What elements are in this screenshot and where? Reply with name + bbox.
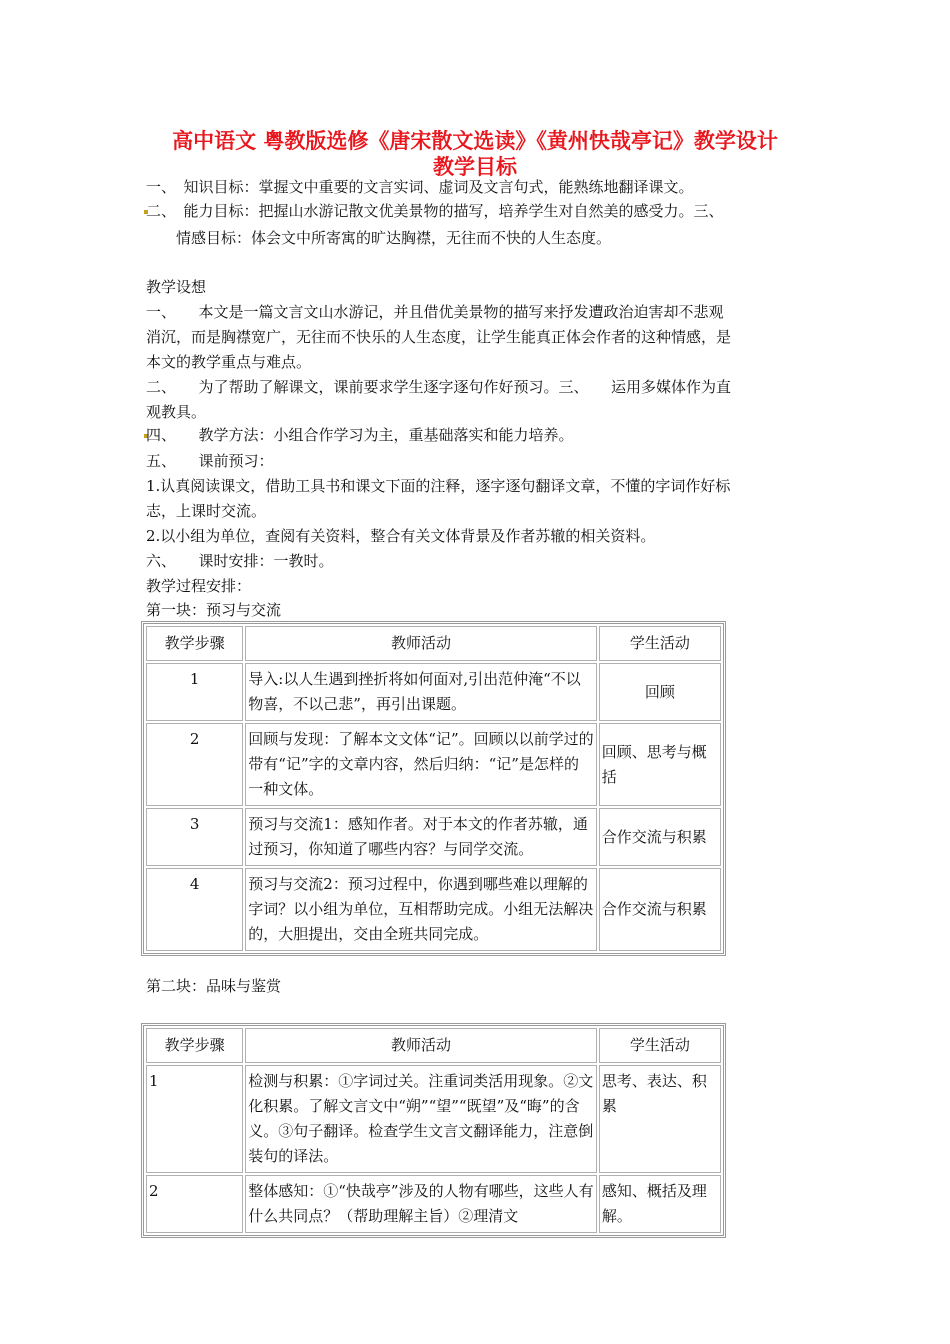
document-title: 高中语文 粤教版选修《唐宋散文选读》《黄州快哉亭记》教学设计 bbox=[172, 129, 778, 153]
design-line: 二、 为了帮助了解课文，课前要求学生逐字逐句作好预习。三、 运用多媒体作为直 bbox=[146, 378, 732, 396]
table-appreciation bbox=[141, 1023, 726, 1238]
table-header-row bbox=[146, 1028, 721, 1063]
teacher-cell: 回顾与发现：了解本文文体“记”。回顾以以前学过的带有“记”字的文章内容，然后归纳：“记”是怎样的一种文体。 bbox=[245, 723, 597, 806]
teacher-cell: 导入:以人生遇到挫折将如何面对,引出范仲淹“不以物喜，不以己悲”，再引出课题。 bbox=[245, 663, 597, 721]
table-preview-exchange bbox=[141, 621, 726, 956]
design-line: 志，上课时交流。 bbox=[146, 502, 267, 520]
header-student: 学生活动 bbox=[599, 626, 721, 661]
design-line: 一、 本文是一篇文言文山水游记，并且借优美景物的描写来抒发遭政治迫害却不悲观 bbox=[146, 303, 724, 321]
table-header-row bbox=[146, 626, 721, 661]
table-row bbox=[146, 868, 721, 951]
goal-ability: 二、 能力目标：把握山水游记散文优美景物的描写，培养学生对自然美的感受力。三、 bbox=[146, 202, 724, 220]
teacher-cell: 预习与交流2：预习过程中，你遇到哪些难以理解的字词？以小组为单位，互相帮助完成。小组无法解决的，大胆提出，交由全班共同完成。 bbox=[245, 868, 597, 951]
teacher-cell: 检测与积累：①字词过关。注重词类活用现象。②文化积累。了解文言文中“朔”“望”“既望”及“晦”的含义。③句子翻译。检查学生文言文翻译能力，注意倒装句的译法。 bbox=[245, 1065, 597, 1173]
table-row bbox=[146, 663, 721, 721]
section2-heading: 第二块：品味与鉴赏 bbox=[146, 977, 282, 995]
step-cell: 1 bbox=[146, 1065, 243, 1173]
teacher-cell: 整体感知：①“快哉亭”涉及的人物有哪些，这些人有什么共同点？（帮助理解主旨）②理清文 bbox=[245, 1175, 597, 1233]
student-cell: 合作交流与积累 bbox=[599, 868, 721, 951]
goal-emotion: 情感目标：体会文中所寄寓的旷达胸襟，无往而不快的人生态度。 bbox=[146, 229, 612, 247]
table-row bbox=[146, 1175, 721, 1233]
design-line: 五、 课前预习： bbox=[146, 452, 274, 470]
design-heading: 教学设想 bbox=[146, 278, 207, 296]
table-row bbox=[146, 723, 721, 806]
header-teacher: 教师活动 bbox=[245, 626, 597, 661]
student-cell: 回顾、思考与概括 bbox=[599, 723, 721, 806]
student-cell: 感知、概括及理解。 bbox=[599, 1175, 721, 1233]
design-line: 消沉，而是胸襟宽广，无往而不快乐的人生态度，让学生能真正体会作者的这种情感，是 bbox=[146, 328, 732, 346]
step-cell: 3 bbox=[146, 808, 243, 866]
step-cell: 4 bbox=[146, 868, 243, 951]
design-line: 2.以小组为单位，查阅有关资料，整合有关文体背景及作者苏辙的相关资料。 bbox=[146, 527, 656, 545]
header-student: 学生活动 bbox=[599, 1028, 721, 1063]
step-cell: 2 bbox=[146, 1175, 243, 1233]
header-step: 教学步骤 bbox=[146, 626, 243, 661]
step-cell: 1 bbox=[146, 663, 243, 721]
student-cell: 思考、表达、积累 bbox=[599, 1065, 721, 1173]
section1-heading: 第一块：预习与交流 bbox=[146, 601, 282, 619]
table-row bbox=[146, 1065, 721, 1173]
section-title-goals: 教学目标 bbox=[433, 155, 517, 179]
design-line: 1.认真阅读课文，借助工具书和课文下面的注释，逐字逐句翻译文章，不懂的字词作好标 bbox=[146, 477, 731, 495]
design-line: 教学过程安排： bbox=[146, 577, 252, 595]
student-cell: 合作交流与积累 bbox=[599, 808, 721, 866]
design-line: 四、 教学方法：小组合作学习为主，重基础落实和能力培养。 bbox=[146, 426, 574, 444]
design-line: 六、 课时安排：一教时。 bbox=[146, 552, 334, 570]
design-line: 观教具。 bbox=[146, 403, 207, 421]
step-cell: 2 bbox=[146, 723, 243, 806]
header-teacher: 教师活动 bbox=[245, 1028, 597, 1063]
header-step: 教学步骤 bbox=[146, 1028, 243, 1063]
student-cell: 回顾 bbox=[599, 663, 721, 721]
design-line: 本文的教学重点与难点。 bbox=[146, 353, 312, 371]
table-row bbox=[146, 808, 721, 866]
teacher-cell: 预习与交流1：感知作者。对于本文的作者苏辙，通过预习，你知道了哪些内容？与同学交流。 bbox=[245, 808, 597, 866]
goal-knowledge: 一、 知识目标：掌握文中重要的文言实词、虚词及文言句式，能熟练地翻译课文。 bbox=[146, 178, 694, 196]
